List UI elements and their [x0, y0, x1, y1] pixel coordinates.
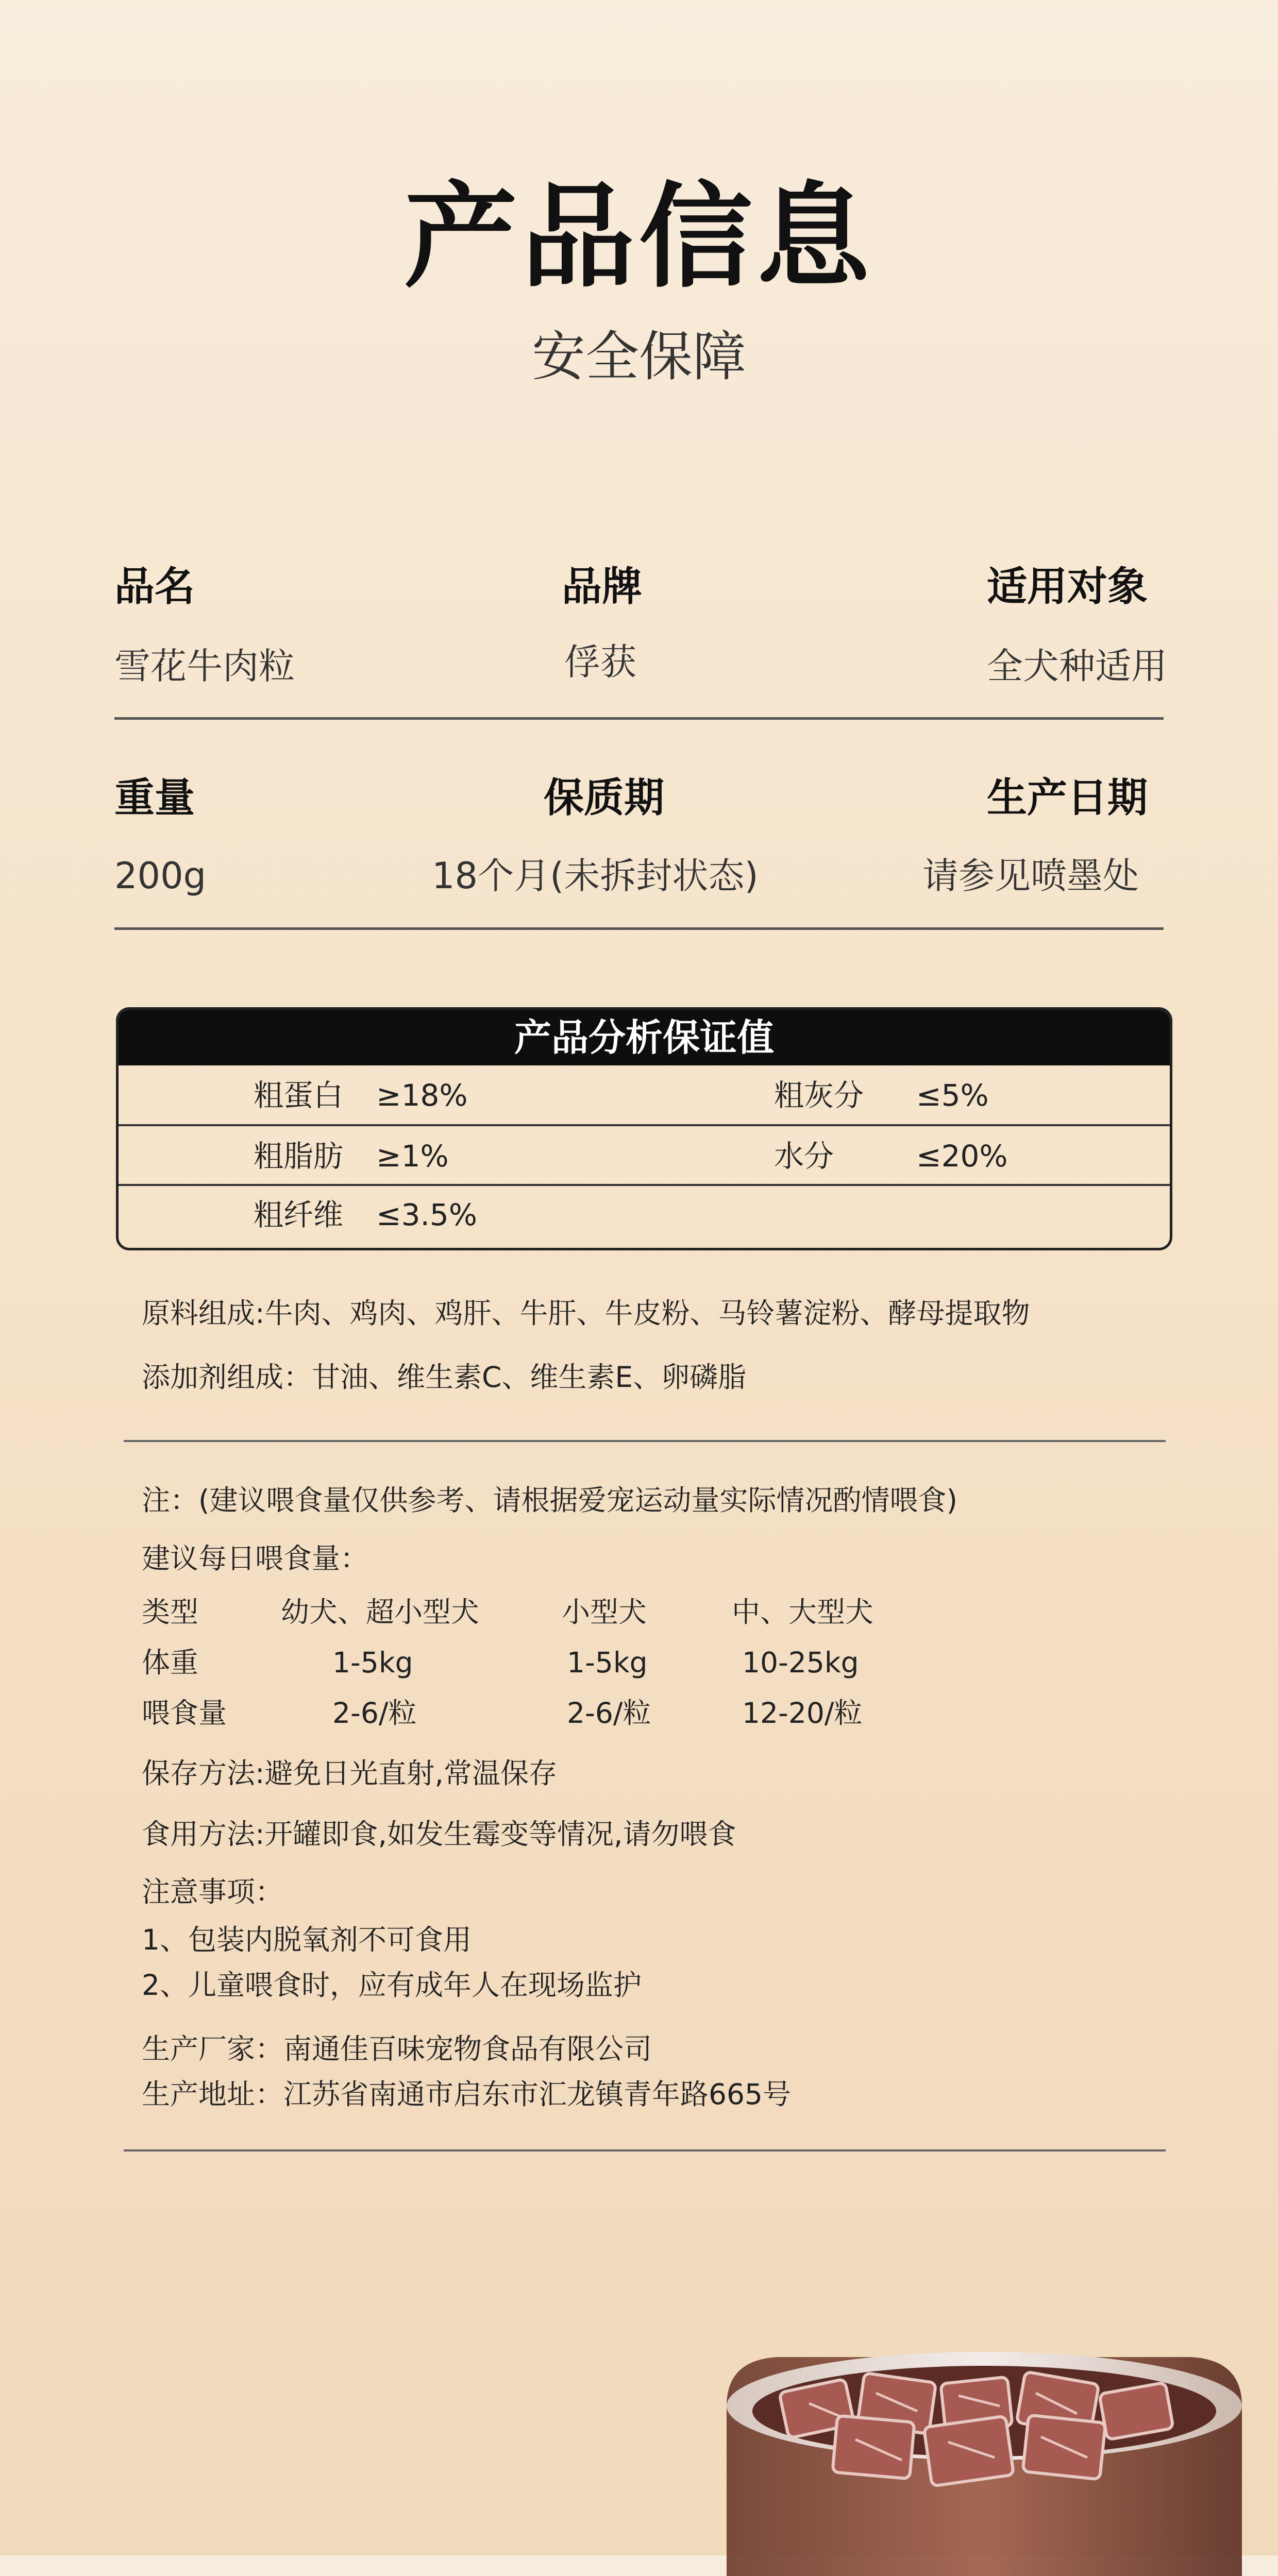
- shelf-life-value: 18个月(未拆封状态): [432, 855, 759, 897]
- nutrient-name: 粗灰分: [774, 1078, 864, 1113]
- nutrient-name: 粗脂肪: [254, 1139, 344, 1174]
- target-label: 适用对象: [987, 564, 1148, 610]
- feeding-cell: 小型犬: [562, 1596, 647, 1629]
- feeding-row-label: 类型: [142, 1596, 199, 1629]
- production-date-value: 请参见喷墨处: [922, 855, 1139, 897]
- weight-value: 200g: [114, 855, 207, 897]
- page-subtitle: 安全保障: [531, 325, 746, 388]
- additives: 添加剂组成：甘油、维生素C、维生素E、卵磷脂: [142, 1361, 747, 1394]
- manufacturer: 生产厂家：南通佳百味宠物食品有限公司: [142, 2032, 652, 2065]
- caution-item: 1、包装内脱氧剂不可食用: [142, 1923, 472, 1956]
- nutrient-value: ≥1%: [376, 1139, 449, 1174]
- caution-item: 2、儿童喂食时，应有成年人在现场监护: [142, 1969, 642, 2002]
- feeding-cell: 10-25kg: [742, 1646, 859, 1679]
- daily-feeding-label: 建议每日喂食量：: [142, 1542, 369, 1575]
- table-row: [119, 1065, 1170, 1125]
- name-value: 雪花牛肉粒: [114, 645, 295, 687]
- product-jar-image: [706, 2329, 1263, 2576]
- feeding-row-label: 体重: [142, 1646, 199, 1679]
- usage-method: 食用方法:开罐即食,如发生霉变等情况,请勿喂食: [142, 1818, 736, 1851]
- nutrient-name: 水分: [774, 1139, 834, 1174]
- divider: [114, 717, 1164, 720]
- table-row: [119, 1126, 1170, 1186]
- raw-ingredients: 原料组成:牛肉、鸡肉、鸡肝、牛肝、牛皮粉、马铃薯淀粉、酵母提取物: [142, 1297, 1030, 1330]
- weight-label: 重量: [114, 775, 195, 821]
- feeding-cell: 2-6/粒: [567, 1697, 651, 1730]
- target-value: 全犬种适用: [987, 645, 1167, 687]
- divider: [124, 2149, 1166, 2151]
- storage-method: 保存方法:避免日光直射,常温保存: [142, 1757, 558, 1790]
- shelf-life-label: 保质期: [544, 775, 665, 821]
- nutrient-value: ≤5%: [916, 1078, 989, 1113]
- analysis-table: [116, 1007, 1172, 1250]
- nutrient-name: 粗纤维: [254, 1197, 344, 1232]
- feeding-cell: 1-5kg: [332, 1646, 413, 1679]
- feeding-cell: 中、大型犬: [732, 1596, 874, 1629]
- nutrient-name: 粗蛋白: [254, 1078, 344, 1113]
- name-label: 品名: [114, 564, 195, 610]
- analysis-table-title: 产品分析保证值: [119, 1010, 1170, 1065]
- page-title: 产品信息: [403, 171, 874, 303]
- brand-label: 品牌: [562, 564, 643, 610]
- divider: [114, 927, 1164, 930]
- production-date-label: 生产日期: [987, 775, 1148, 821]
- feeding-cell: 2-6/粒: [332, 1697, 417, 1730]
- feeding-note: 注：(建议喂食量仅供参考、请根据爱宠运动量实际情况酌情喂食): [142, 1484, 957, 1517]
- feeding-row-label: 喂食量: [142, 1697, 227, 1730]
- feeding-cell: 1-5kg: [567, 1646, 648, 1679]
- feeding-cell: 幼犬、超小型犬: [281, 1596, 480, 1629]
- divider: [124, 1440, 1166, 1442]
- nutrient-value: ≥18%: [376, 1078, 468, 1113]
- caution-title: 注意事项：: [142, 1875, 284, 1908]
- table-row: [119, 1185, 1170, 1245]
- nutrient-value: ≤3.5%: [376, 1197, 477, 1232]
- brand-value: 俘获: [564, 641, 636, 683]
- feeding-cell: 12-20/粒: [742, 1697, 863, 1730]
- nutrient-value: ≤20%: [916, 1139, 1008, 1174]
- manufacturer-address: 生产地址：江苏省南通市启东市汇龙镇青年路665号: [142, 2078, 791, 2111]
